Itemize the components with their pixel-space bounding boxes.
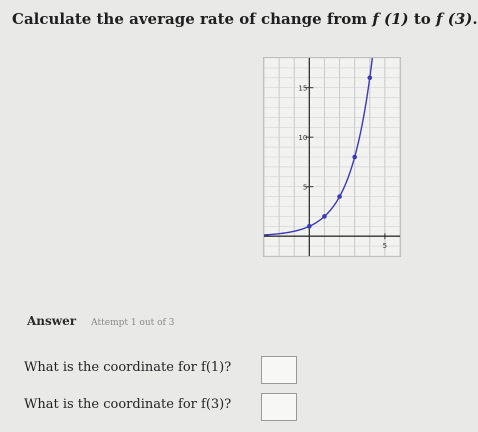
f3-question: What is the coordinate for f(3)? <box>24 397 232 412</box>
f3-expression: f (3) <box>436 10 473 28</box>
question-middle: to <box>408 10 437 28</box>
question-title <box>12 10 478 28</box>
question-suffix: . <box>472 10 478 28</box>
f1-answer-input[interactable] <box>261 356 297 384</box>
function-graph <box>263 57 401 257</box>
y-tick-label: 15 <box>298 84 308 93</box>
y-tick-label: 10 <box>298 134 308 143</box>
x-tick-label: 5 <box>382 242 388 251</box>
graph-svg <box>264 58 400 256</box>
f1-expression: f (1) <box>372 10 409 28</box>
data-point <box>352 155 357 160</box>
f1-question: What is the coordinate for f(1)? <box>24 360 232 375</box>
answer-header <box>27 310 174 329</box>
y-tick-label: 5 <box>302 183 308 192</box>
data-point <box>307 224 312 229</box>
answer-label: Answer <box>27 314 77 328</box>
data-point <box>322 214 327 219</box>
function-curve <box>264 58 372 235</box>
f3-answer-input[interactable] <box>261 393 297 421</box>
data-point <box>337 194 342 199</box>
data-point <box>367 76 372 81</box>
attempt-counter: Attempt 1 out of 3 <box>91 318 175 328</box>
question-prefix: Calculate the average rate of change from <box>12 10 373 28</box>
